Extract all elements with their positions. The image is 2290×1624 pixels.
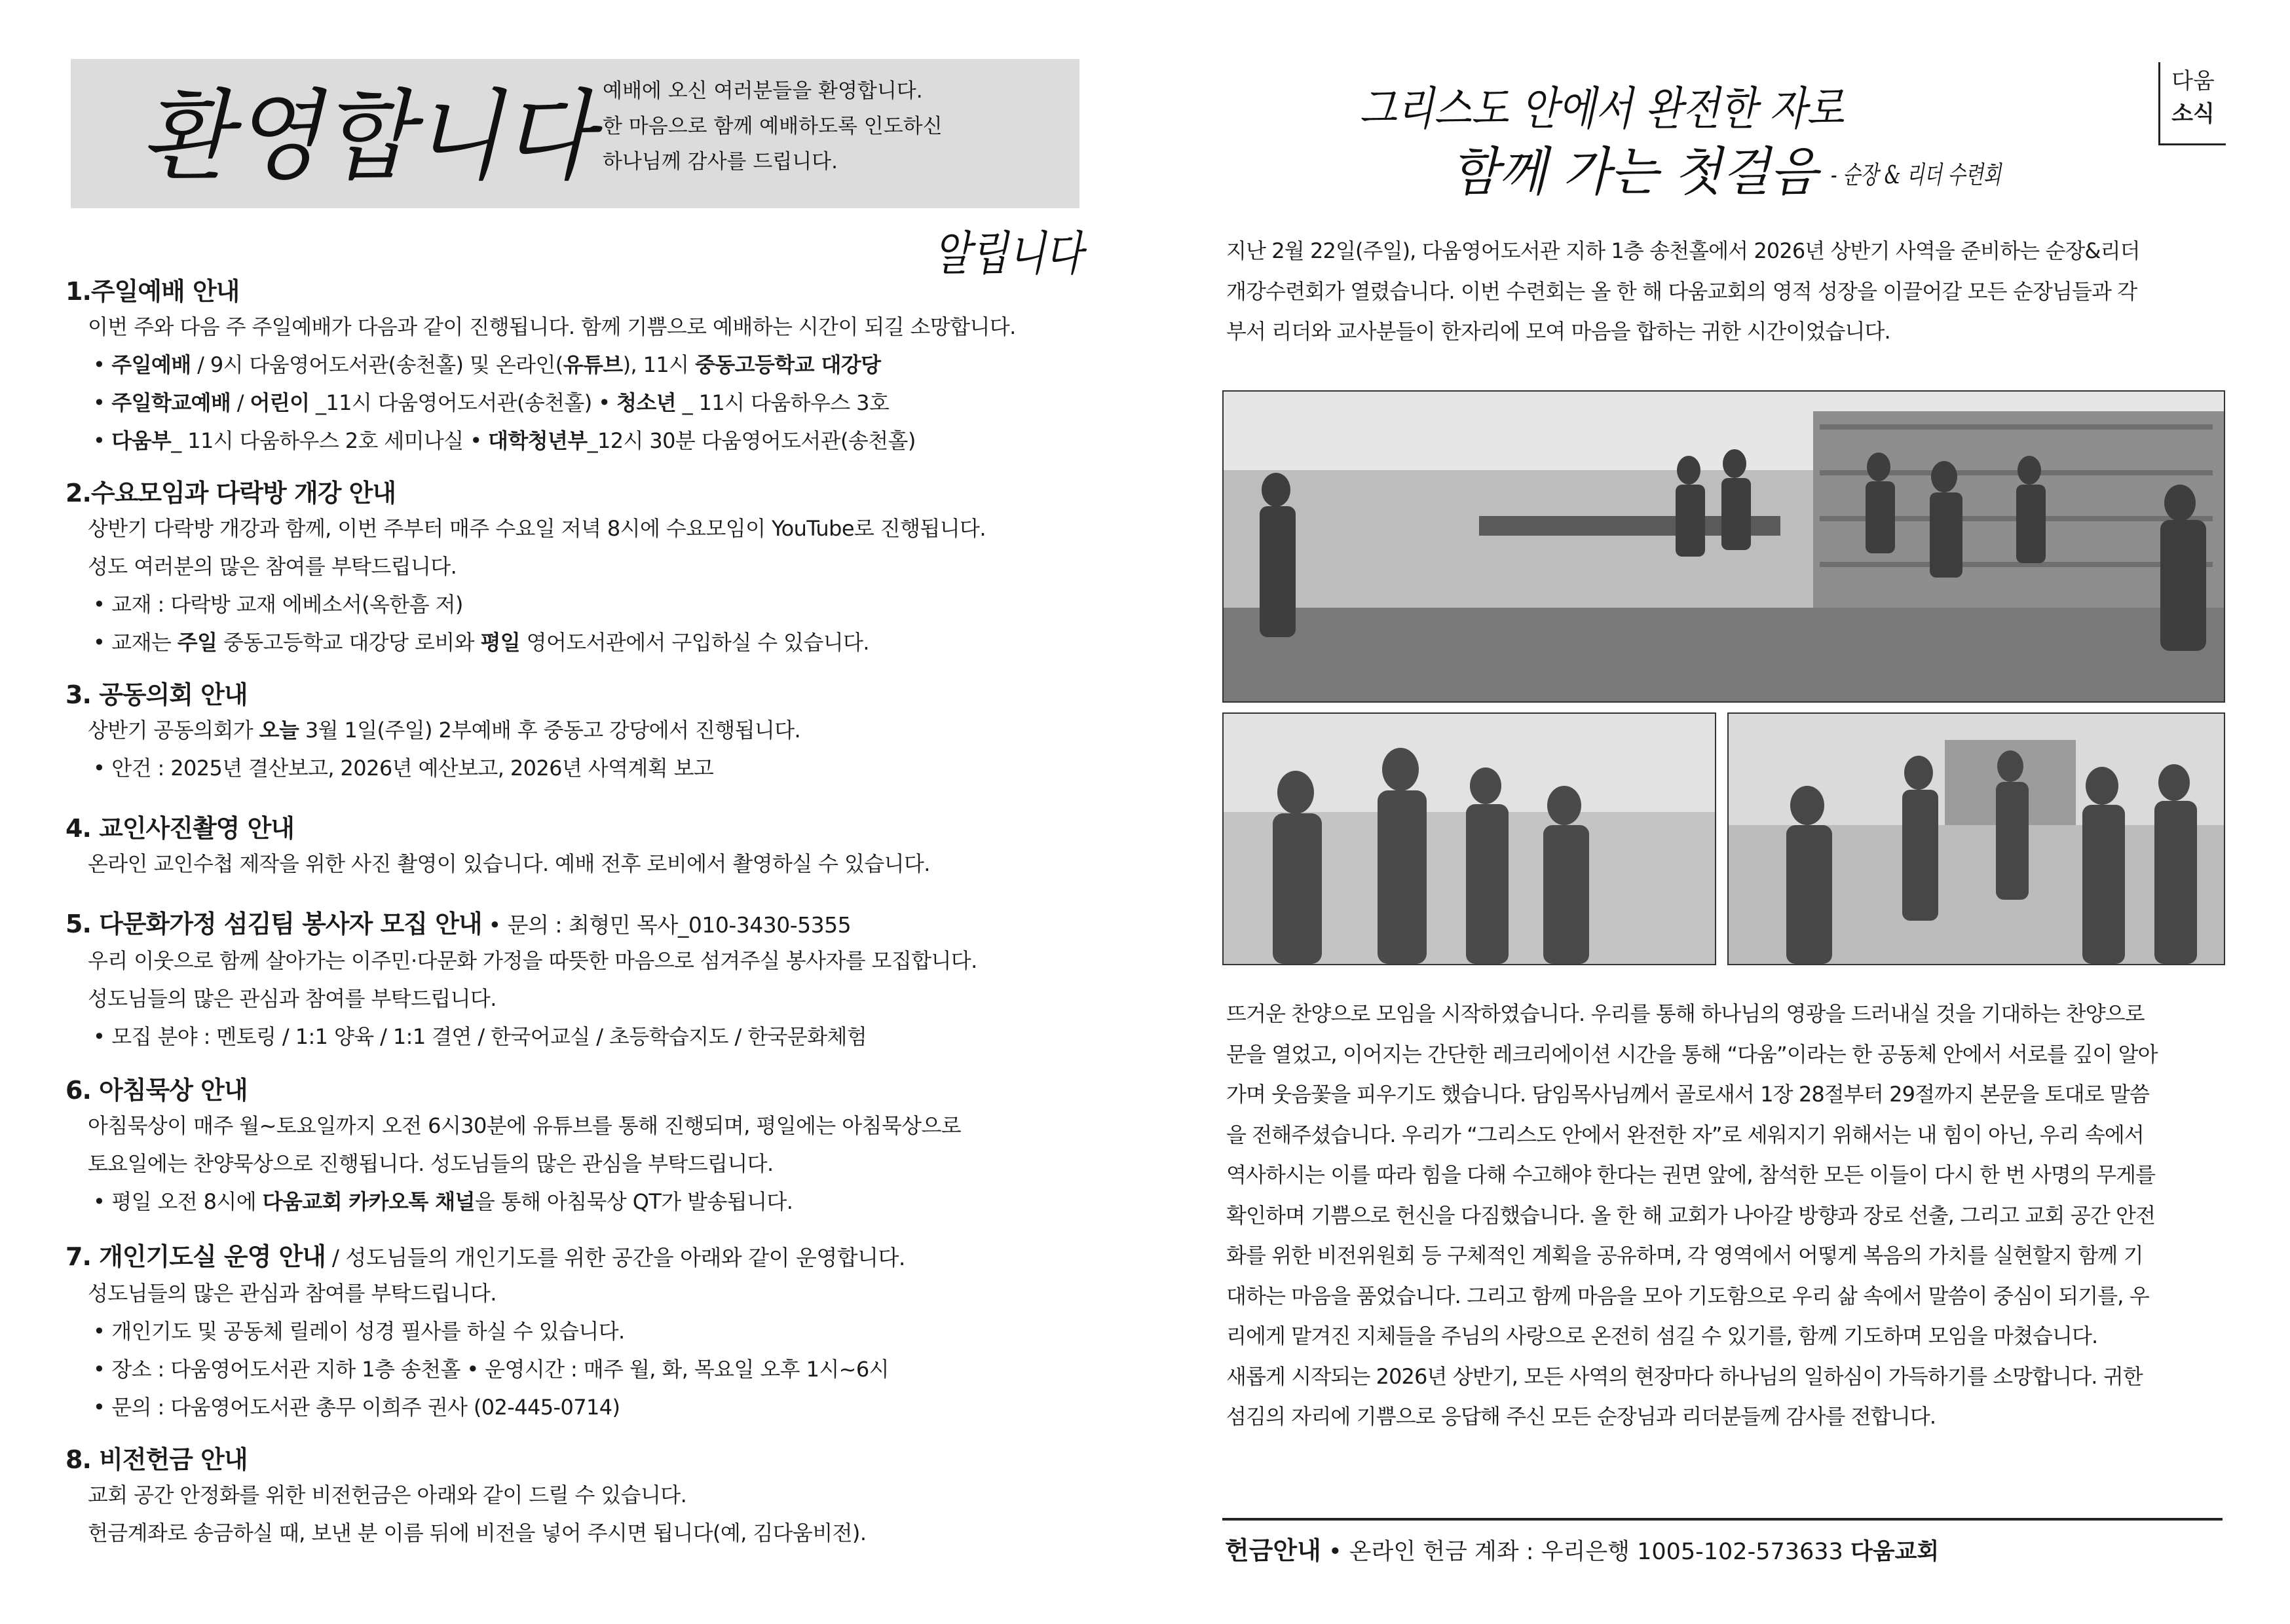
news-story-line: 을 전해주셨습니다. 우리가 “그리스도 안에서 완전한 자”로 세워지기 위해서는 내 힘이 아닌, 우리 속에서: [1226, 1122, 2144, 1147]
welcome-script-title: [134, 62, 606, 206]
news-section-tag: [2158, 62, 2226, 145]
notice-bullet: • 모집 분야 : 멘토링 / 1:1 양육 / 1:1 결연 / 한국어교실 / 초등학습지도 / 한국문화체험: [66, 1018, 1087, 1056]
notice-text: 헌금계좌로 송금하실 때, 보낸 분 이름 뒤에 비전을 넣어 주시면 됩니다(예, 김다움비전).: [88, 1521, 867, 1545]
offering-account: • 온라인 헌금 계좌 : 우리은행 1005-102-573633: [1321, 1539, 1850, 1565]
notice-bullet: • 문의 : 다움영어도서관 총무 이희주 권사 (02-445-0714): [66, 1388, 1087, 1426]
news-story-line: 역사하시는 이를 따라 힘을 다해 수고해야 한다는 권면 앞에, 참석한 모든 이들이 다시 한 번 사명의 무게를: [1226, 1162, 2156, 1187]
notice-text: 성도 여러분의 많은 참여를 부탁드립니다.: [88, 554, 457, 579]
notice-title: 3. 공동의회 안내: [66, 680, 248, 709]
notice-text: 교회 공간 안정화를 위한 비전헌금은 아래와 같이 드릴 수 있습니다.: [88, 1483, 687, 1507]
news-intro-line: 부서 리더와 교사분들이 한자리에 모여 마음을 합하는 귀한 시간이었습니다.: [1226, 319, 1890, 344]
notice-prayer-room: [66, 1240, 1087, 1426]
notice-bullet: • 개인기도 및 공동체 릴레이 성경 필사를 하실 수 있습니다.: [66, 1312, 1087, 1350]
offering-info: [1225, 1532, 1939, 1570]
notice-text: 상반기 공동의회가 오늘 3월 1일(주일) 2부예배 후 중동고 강당에서 진행됩니다.: [88, 718, 801, 743]
news-story-line: 리에게 맡겨진 지체들을 주님의 사랑으로 온전히 섬길 수 있기를, 함께 기도하며 모임을 마쳤습니다.: [1226, 1323, 2098, 1348]
notice-text: 이번 주와 다음 주 주일예배가 다음과 같이 진행됩니다. 함께 기쁨으로 예배하는 시간이 되길 소망합니다.: [88, 314, 1016, 339]
news-script-title: [1353, 72, 2008, 206]
notice-member-photo: [66, 812, 1087, 883]
notice-text: 온라인 교인수첩 제작을 위한 사진 촬영이 있습니다. 예배 전후 로비에서 촬영하실 수 있습니다.: [88, 851, 930, 876]
notice-text: 성도님들의 많은 관심과 참여를 부탁드립니다.: [88, 1281, 497, 1306]
notice-bullet: • 주일예배 / 9시 다움영어도서관(송천홀) 및 온라인(유튜브), 11시 중동고등학교 대강당: [66, 346, 1087, 384]
news-tag-line-1: 다움: [2171, 68, 2215, 94]
welcome-line-3: 하나님께 감사를 드립니다.: [603, 150, 838, 174]
news-story-line: 화를 위한 비전위원회 등 구체적인 계획을 공유하며, 각 영역에서 어떻게 복음의 가치를 실현할지 함께 기: [1226, 1243, 2143, 1268]
news-intro-line: 개강수련회가 열렸습니다. 이번 수련회는 올 한 해 다움교회의 영적 성장을 이끌어갈 모든 순장님들과 각: [1226, 278, 2137, 304]
news-story: [1226, 994, 2222, 1437]
notice-bullet: • 교재는 주일 중동고등학교 대강당 로비와 평일 영어도서관에서 구입하실 수 있습니다.: [66, 623, 1087, 661]
notice-title: 2.수요모임과 다락방 개강 안내: [66, 479, 396, 507]
welcome-message: [603, 73, 1061, 179]
notice-multicultural-volunteers: [66, 908, 1087, 1056]
news-story-line: 섬김의 자리에 기쁨으로 응답해 주신 모든 순장님과 리더분들께 감사를 전합니다.: [1226, 1404, 1936, 1429]
notice-title: 5. 다문화가정 섬김팀 봉사자 모집 안내 • 문의 : 최형민 목사_010-3430-5355: [66, 910, 852, 938]
offering-church-name: 다움교회: [1850, 1539, 1940, 1565]
news-story-line: 새롭게 시작되는 2026년 상반기, 모든 사역의 현장마다 하나님의 일하심이 가득하기를 소망합니다. 귀한: [1226, 1363, 2143, 1389]
notice-text: 우리 이웃으로 함께 살아가는 이주민·다문화 가정을 따뜻한 마음으로 섬겨주실 봉사자를 모집합니다.: [88, 948, 977, 973]
notice-bullet: • 다움부_ 11시 다움하우스 2호 세미나실 • 대학청년부_12시 30분 다움영어도서관(송천홀): [66, 422, 1087, 460]
notice-text: 아침묵상이 매주 월~토요일까지 오전 6시30분에 유튜브를 통해 진행되며, 평일에는 아침묵상으로: [88, 1113, 962, 1138]
welcome-script-text: 환영합니다: [141, 80, 603, 194]
notices-script-text: 알립니다: [933, 226, 1087, 281]
notice-bullet: • 평일 오전 8시에 다움교회 카카오톡 채널을 통해 아침묵상 QT가 발송됩니다.: [66, 1183, 1087, 1221]
notice-wednesday-meeting: [66, 477, 1087, 661]
notice-morning-meditation: [66, 1074, 1087, 1221]
notice-text: 성도님들의 많은 관심과 참여를 부탁드립니다.: [88, 986, 497, 1011]
news-title-line-2: 함께 가는 첫걸음: [1451, 141, 1822, 202]
notice-text: 상반기 다락방 개강과 함께, 이번 주부터 매주 수요일 저녁 8시에 수요모임이 YouTube로 진행됩니다.: [88, 516, 986, 541]
news-story-line: 확인하며 기쁨으로 헌신을 다짐했습니다. 올 한 해 교회가 나아갈 방향과 장로 선출, 그리고 교회 공간 안전: [1226, 1202, 2156, 1228]
notice-bullet: • 안건 : 2025년 결산보고, 2026년 예산보고, 2026년 사역계획 보고: [66, 749, 1087, 787]
notice-general-assembly: [66, 678, 1087, 787]
welcome-line-1: 예배에 오신 여러분들을 환영합니다.: [603, 79, 923, 103]
news-tag-line-2: 소식: [2171, 101, 2215, 127]
news-story-line: 뜨거운 찬양으로 모임을 시작하였습니다. 우리를 통해 하나님의 영광을 드러내실 것을 기대하는 찬양으로: [1226, 1001, 2145, 1026]
notice-title: 7. 개인기도실 운영 안내 / 성도님들의 개인기도를 위한 공간을 아래와 같이 운영합니다.: [66, 1242, 905, 1271]
offering-label: 헌금안내: [1225, 1536, 1321, 1565]
notice-bullet: • 주일학교예배 / 어린이 _11시 다움영어도서관(송천홀) • 청소년 _ 11시 다움하우스 3호: [66, 384, 1087, 422]
retreat-photo-worship-left: [1222, 712, 1716, 965]
notice-bullet: • 교재 : 다락방 교재 에베소서(옥한흠 저): [66, 585, 1087, 623]
news-intro: [1226, 231, 2222, 352]
notice-title: 8. 비전헌금 안내: [66, 1445, 248, 1474]
notice-bullet: • 장소 : 다움영어도서관 지하 1층 송천홀 • 운영시간 : 매주 월, 화, 목요일 오후 1시~6시: [66, 1350, 1087, 1388]
retreat-photo-speaker: [1222, 390, 2225, 703]
notice-vision-offering: [66, 1443, 1087, 1552]
news-story-line: 가며 웃음꽃을 피우기도 했습니다. 담임목사님께서 골로새서 1장 28절부터 29절까지 본문을 토대로 말씀: [1226, 1082, 2150, 1107]
news-title-subtitle: - 순장 & 리더 수련회: [1831, 160, 2002, 189]
notice-sunday-worship: [66, 275, 1087, 460]
news-title-line-1: 그리스도 안에서 완전한 자로: [1359, 82, 1845, 136]
notice-text: 토요일에는 찬양묵상으로 진행됩니다. 성도님들의 많은 관심을 부탁드립니다.: [88, 1151, 774, 1176]
retreat-photo-worship-right: [1727, 712, 2225, 965]
notice-title: 4. 교인사진촬영 안내: [66, 814, 294, 843]
news-intro-line: 지난 2월 22일(주일), 다움영어도서관 지하 1층 송천홀에서 2026년 상반기 사역을 준비하는 순장&리더: [1226, 238, 2140, 263]
notice-title: 1.주일예배 안내: [66, 277, 240, 306]
welcome-line-2: 한 마음으로 함께 예배하도록 인도하신: [603, 115, 943, 138]
news-story-line: 문을 열었고, 이어지는 간단한 레크리에이션 시간을 통해 “다움”이라는 한 공동체 안에서 서로를 깊이 알아: [1226, 1041, 2158, 1067]
notice-title: 6. 아침묵상 안내: [66, 1076, 248, 1105]
news-story-line: 대하는 마음을 품었습니다. 그리고 함께 마음을 모아 기도함으로 우리 삶 속에서 말씀이 중심이 되기를, 우: [1226, 1283, 2149, 1308]
offering-divider: [1222, 1518, 2223, 1521]
